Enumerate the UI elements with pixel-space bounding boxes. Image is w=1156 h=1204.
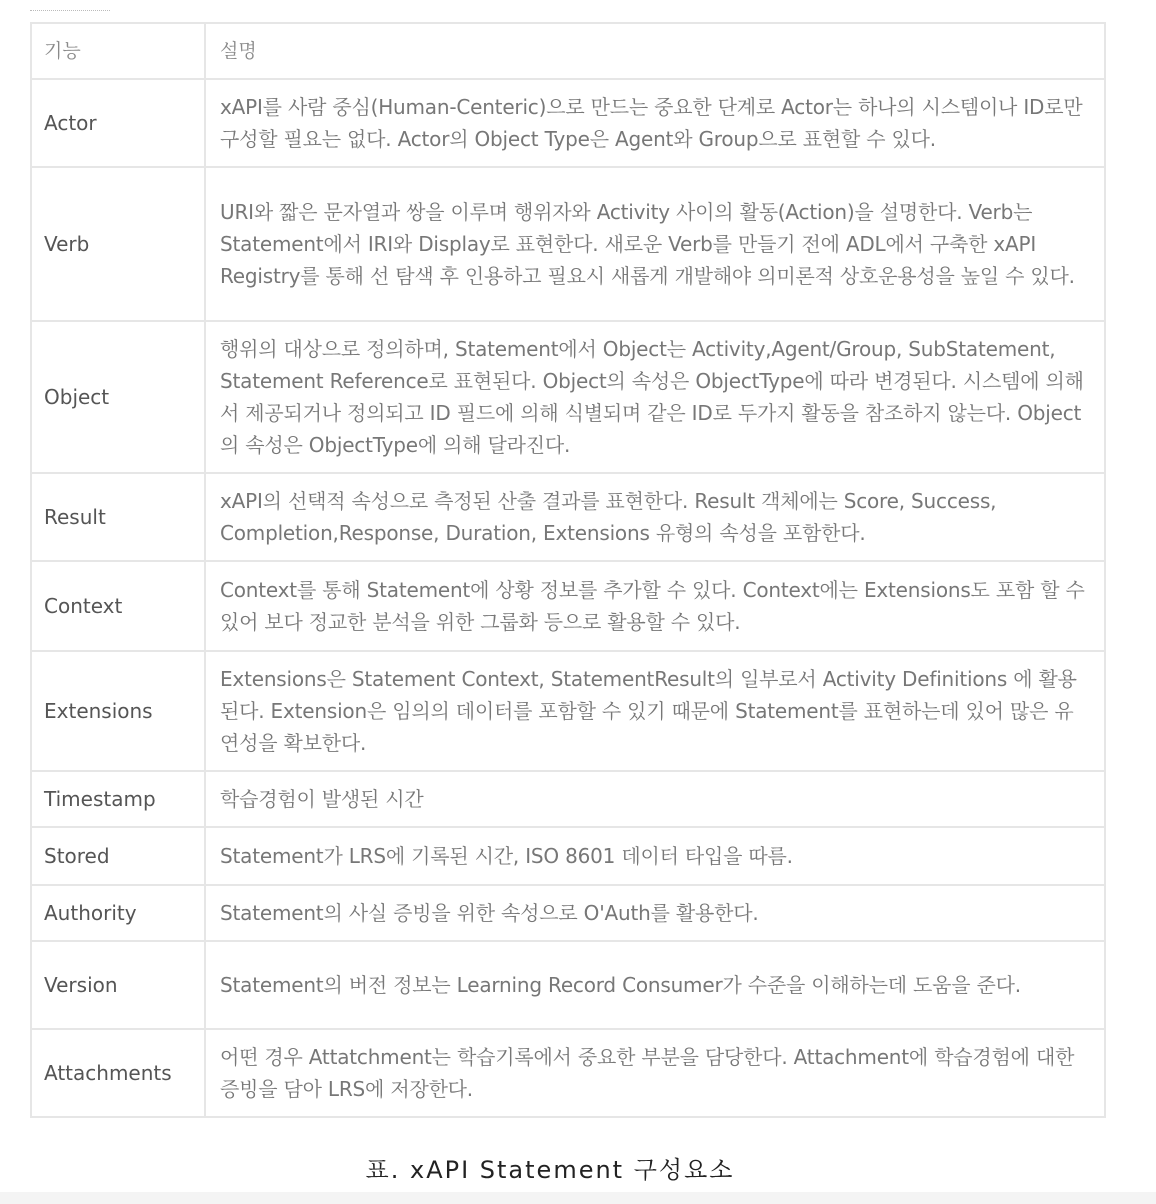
table-row (31, 561, 1105, 651)
row-feature: Verb (31, 167, 205, 321)
row-feature: Authority (31, 885, 205, 941)
table-row (31, 79, 1105, 167)
row-description: Context를 통해 Statement에 상황 정보를 추가할 수 있다. Context에는 Extensions도 포함 할 수 있어 보다 정교한 분석을 위한 그룹화 등으로 활용할 수 있다. (205, 561, 1105, 651)
row-description: 어떤 경우 Attatchment는 학습기록에서 중요한 부분을 담당한다. Attachment에 학습경험에 대한 증빙을 담아 LRS에 저장한다. (205, 1029, 1105, 1117)
row-feature: Result (31, 473, 205, 561)
table-row (31, 473, 1105, 561)
table-row (31, 827, 1105, 885)
table-caption: 표. xAPI Statement 구성요소 (365, 1156, 735, 1184)
header-description: 설명 (205, 23, 1105, 79)
row-feature: Stored (31, 827, 205, 885)
row-description: xAPI의 선택적 속성으로 측정된 산출 결과를 표현한다. Result 객체에는 Score, Success, Completion,Response, Duration, Extensions 유형의 속성을 포함한다. (205, 473, 1105, 561)
table-row (31, 941, 1105, 1029)
table-row (31, 167, 1105, 321)
table-row (31, 651, 1105, 771)
row-description: xAPI를 사람 중심(Human-Centeric)으로 만드는 중요한 단계로 Actor는 하나의 시스템이나 ID로만 구성할 필요는 없다. Actor의 Object Type은 Agent와 Group으로 표현할 수 있다. (205, 79, 1105, 167)
row-feature: Extensions (31, 651, 205, 771)
header-feature: 기능 (31, 23, 205, 79)
table-header-row (31, 23, 1105, 79)
table-row (31, 1029, 1105, 1117)
row-description: Extensions은 Statement Context, StatementResult의 일부로서 Activity Definitions 에 활용된다. Extension은 임의의 데이터를 포함할 수 있기 때문에 Statement를 표현하는데 있어 많은 유연성을 확보한다. (205, 651, 1105, 771)
row-feature: Actor (31, 79, 205, 167)
row-description: 학습경험이 발생된 시간 (205, 771, 1105, 827)
row-description: Statement의 사실 증빙을 위한 속성으로 O'Auth를 활용한다. (205, 885, 1105, 941)
row-description: 행위의 대상으로 정의하며, Statement에서 Object는 Activity,Agent/Group, SubStatement, Statement Reference로 표현된다. Object의 속성은 ObjectType에 따라 변경된다. 시스템에 의해서 제공되거나 정의되고 ID 필드에 의해 식별되며 같은 ID로 두가지 활동을 참조하지 않는다. Object의 속성은 ObjectType에 의해 달라진다. (205, 321, 1105, 473)
row-description: Statement의 버전 정보는 Learning Record Consumer가 수준을 이해하는데 도움을 준다. (205, 941, 1105, 1029)
row-feature: Context (31, 561, 205, 651)
table-row (31, 885, 1105, 941)
xapi-statement-table (30, 22, 1106, 1118)
row-description: URI와 짧은 문자열과 쌍을 이루며 행위자와 Activity 사이의 활동(Action)을 설명한다. Verb는 Statement에서 IRI와 Display로 표현한다. 새로운 Verb를 만들기 전에 ADL에서 구축한 xAPI Registry를 통해 선 탐색 후 인용하고 필요시 새롭게 개발해야 의미론적 상호운용성을 높일 수 있다. (205, 167, 1105, 321)
table-row (31, 771, 1105, 827)
row-description: Statement가 LRS에 기록된 시간, ISO 8601 데이터 타입을 따름. (205, 827, 1105, 885)
row-feature: Attachments (31, 1029, 205, 1117)
bottom-band (0, 1192, 1156, 1204)
top-edge-mark (30, 10, 110, 17)
row-feature: Object (31, 321, 205, 473)
xapi-statement-table-container (30, 22, 1104, 1118)
table-row (31, 321, 1105, 473)
row-feature: Timestamp (31, 771, 205, 827)
row-feature: Version (31, 941, 205, 1029)
